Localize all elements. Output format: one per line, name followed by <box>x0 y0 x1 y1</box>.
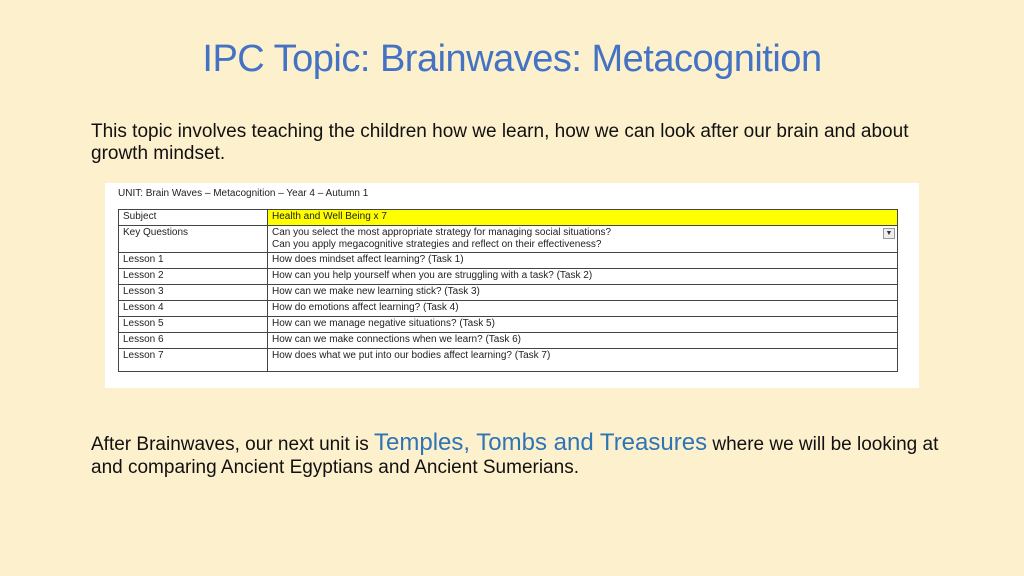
key-question-1: Can you select the most appropriate strategy for managing social situations? <box>272 227 612 238</box>
lesson-label: Lesson 4 <box>119 301 268 317</box>
lesson-label: Lesson 1 <box>119 253 268 269</box>
key-questions-label: Key Questions <box>119 226 268 253</box>
table-row <box>119 333 898 349</box>
lesson-value[interactable]: How can we manage negative situations? (Task 5) <box>268 317 898 333</box>
subject-value[interactable]: Health and Well Being x 7 <box>268 210 898 226</box>
table-row <box>119 253 898 269</box>
unit-heading: UNIT: Brain Waves – Metacognition – Year 4 – Autumn 1 <box>118 188 369 199</box>
outro-before: After Brainwaves, our next unit is <box>91 434 375 455</box>
subject-label: Subject <box>119 210 268 226</box>
lesson-value[interactable]: How can we make new learning stick? (Task 3) <box>268 285 898 301</box>
intro-text: This topic involves teaching the children how we learn, how we can look after our brain and about growth mindset. <box>91 121 909 164</box>
lesson-value[interactable]: How does what we put into our bodies affect learning? (Task 7) <box>268 349 898 372</box>
lesson-value[interactable]: How does mindset affect learning? (Task 1) <box>268 253 898 269</box>
key-questions-value[interactable] <box>268 226 898 253</box>
table-row <box>119 226 898 253</box>
outro-text <box>91 431 971 479</box>
slide-title: IPC Topic: Brainwaves: Metacognition <box>202 38 822 80</box>
table-row <box>119 301 898 317</box>
next-unit-highlight: Temples, Tombs and Treasures <box>374 429 708 456</box>
table-row <box>119 285 898 301</box>
outro-after: where we will be looking at and comparing Ancient Egyptians and Ancient Sumerians. <box>91 434 939 478</box>
lesson-value[interactable]: How can you help yourself when you are struggling with a task? (Task 2) <box>268 269 898 285</box>
lesson-value[interactable]: How do emotions affect learning? (Task 4) <box>268 301 898 317</box>
lesson-label: Lesson 5 <box>119 317 268 333</box>
lesson-label: Lesson 6 <box>119 333 268 349</box>
table-row <box>119 269 898 285</box>
lesson-value[interactable]: How can we make connections when we learn? (Task 6) <box>268 333 898 349</box>
lesson-label: Lesson 3 <box>119 285 268 301</box>
unit-table-screenshot <box>105 183 919 388</box>
table-row <box>119 210 898 226</box>
lesson-label: Lesson 7 <box>119 349 268 372</box>
lesson-label: Lesson 2 <box>119 269 268 285</box>
unit-table <box>118 209 898 372</box>
table-row <box>119 349 898 372</box>
chevron-down-icon[interactable]: ▼ <box>883 228 895 239</box>
table-row <box>119 317 898 333</box>
key-question-2: Can you apply megacognitive strategies and reflect on their effectiveness? <box>272 239 602 250</box>
